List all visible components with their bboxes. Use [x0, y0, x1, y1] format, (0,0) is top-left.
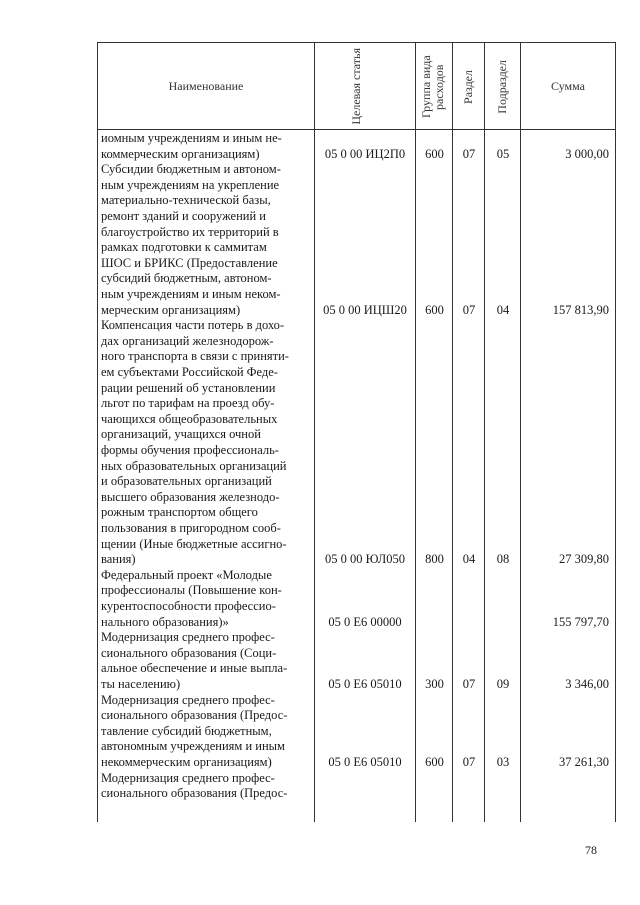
row-expense-group: 600: [425, 754, 444, 769]
row-section: 07: [462, 754, 476, 769]
header-expense-group-label: Группа вида расходов: [419, 55, 446, 118]
row-subsection: 03: [496, 754, 510, 769]
header-name: [98, 43, 314, 130]
header-subsection-label: Подраздел: [495, 59, 509, 114]
row-subsection: 04: [496, 302, 510, 317]
header-subsection: [485, 43, 520, 130]
row-expense-group: 800: [425, 552, 444, 567]
row-subsection: 08: [496, 552, 510, 567]
row-section: 07: [462, 302, 476, 317]
row-amount: 155 797,70: [552, 614, 609, 629]
row-name: Компенсация части потерь в дохо- дах организаций железнодорож- ного транспорта в связи с приняти- ем субъектами Российской Феде- рации решений об установлении льгот по тарифам на проезд обу- чающихся общеобразовательных организаций, учащихся очной формы обучения профессиональ- ных образовательных организаций и образовательных организаций высшего образования железнодо- рожным транспортом общего пользования в пригородном сооб- щении (Иные бюджетные ассигно- вания): [101, 318, 289, 567]
table-header: [98, 42, 615, 130]
header-expense-group: [416, 43, 452, 130]
row-target-article: 05 0 Е6 05010: [328, 676, 402, 691]
row-amount: 157 813,90: [552, 302, 609, 317]
header-amount: [521, 43, 615, 130]
row-amount: 27 309,80: [559, 552, 609, 567]
header-name-label: Наименование: [168, 79, 244, 93]
row-amount: 3 000,00: [565, 146, 609, 161]
row-section: 04: [462, 552, 476, 567]
row-expense-group: 600: [425, 302, 444, 317]
header-target-article: [315, 43, 415, 130]
page-number: 78: [585, 843, 597, 857]
row-target-article: 05 0 00 ИЦ2П0: [324, 146, 406, 161]
row-name: Модернизация среднего профес- сионального образования (Предос-: [101, 770, 288, 801]
row-name: Субсидии бюджетным и автоном- ным учреждениям на укрепление материально-технической базы, ремонт зданий и сооружений и благоустройство их территорий в рамках подготовки к саммитам ШОС и БРИКС (Предоставление субсидий бюджетным, автоном- ным учреждениям и иным неком- мерческим организациям): [101, 162, 281, 317]
row-target-article: 05 0 Е6 05010: [328, 754, 402, 769]
row-target-article: 05 0 00 ИЦШ20: [323, 302, 407, 317]
header-section: [453, 43, 484, 130]
row-section: 07: [462, 146, 476, 161]
row-name: Федеральный проект «Молодые профессионалы (Повышение кон- курентоспособности профессио- нального образования)»: [101, 567, 282, 629]
header-target-article-label: Целевая статья: [349, 48, 363, 125]
row-amount: 37 261,30: [559, 754, 609, 769]
header-section-label: Раздел: [461, 69, 475, 104]
row-name: Модернизация среднего профес- сионального образования (Соци- альное обеспечение и иные выпла- ты населению): [101, 630, 288, 691]
row-subsection: 05: [496, 146, 510, 161]
header-amount-label: Сумма: [551, 79, 585, 93]
row-subsection: 09: [496, 676, 510, 691]
row-name: иомным учреждениям и иным не- коммерческим организациям): [101, 131, 282, 161]
row-expense-group: 600: [425, 146, 444, 161]
row-name: Модернизация среднего профес- сионального образования (Предос- тавление субсидий бюджетным, автономным учреждениям и иным некоммерческим организациям): [101, 692, 288, 769]
row-expense-group: 300: [425, 676, 444, 691]
budget-table: [97, 42, 616, 822]
row-target-article: 05 0 Е6 00000: [328, 614, 402, 629]
row-section: 07: [462, 676, 476, 691]
row-target-article: 05 0 00 ЮЛ050: [324, 552, 406, 567]
row-amount: 3 346,00: [565, 676, 609, 691]
